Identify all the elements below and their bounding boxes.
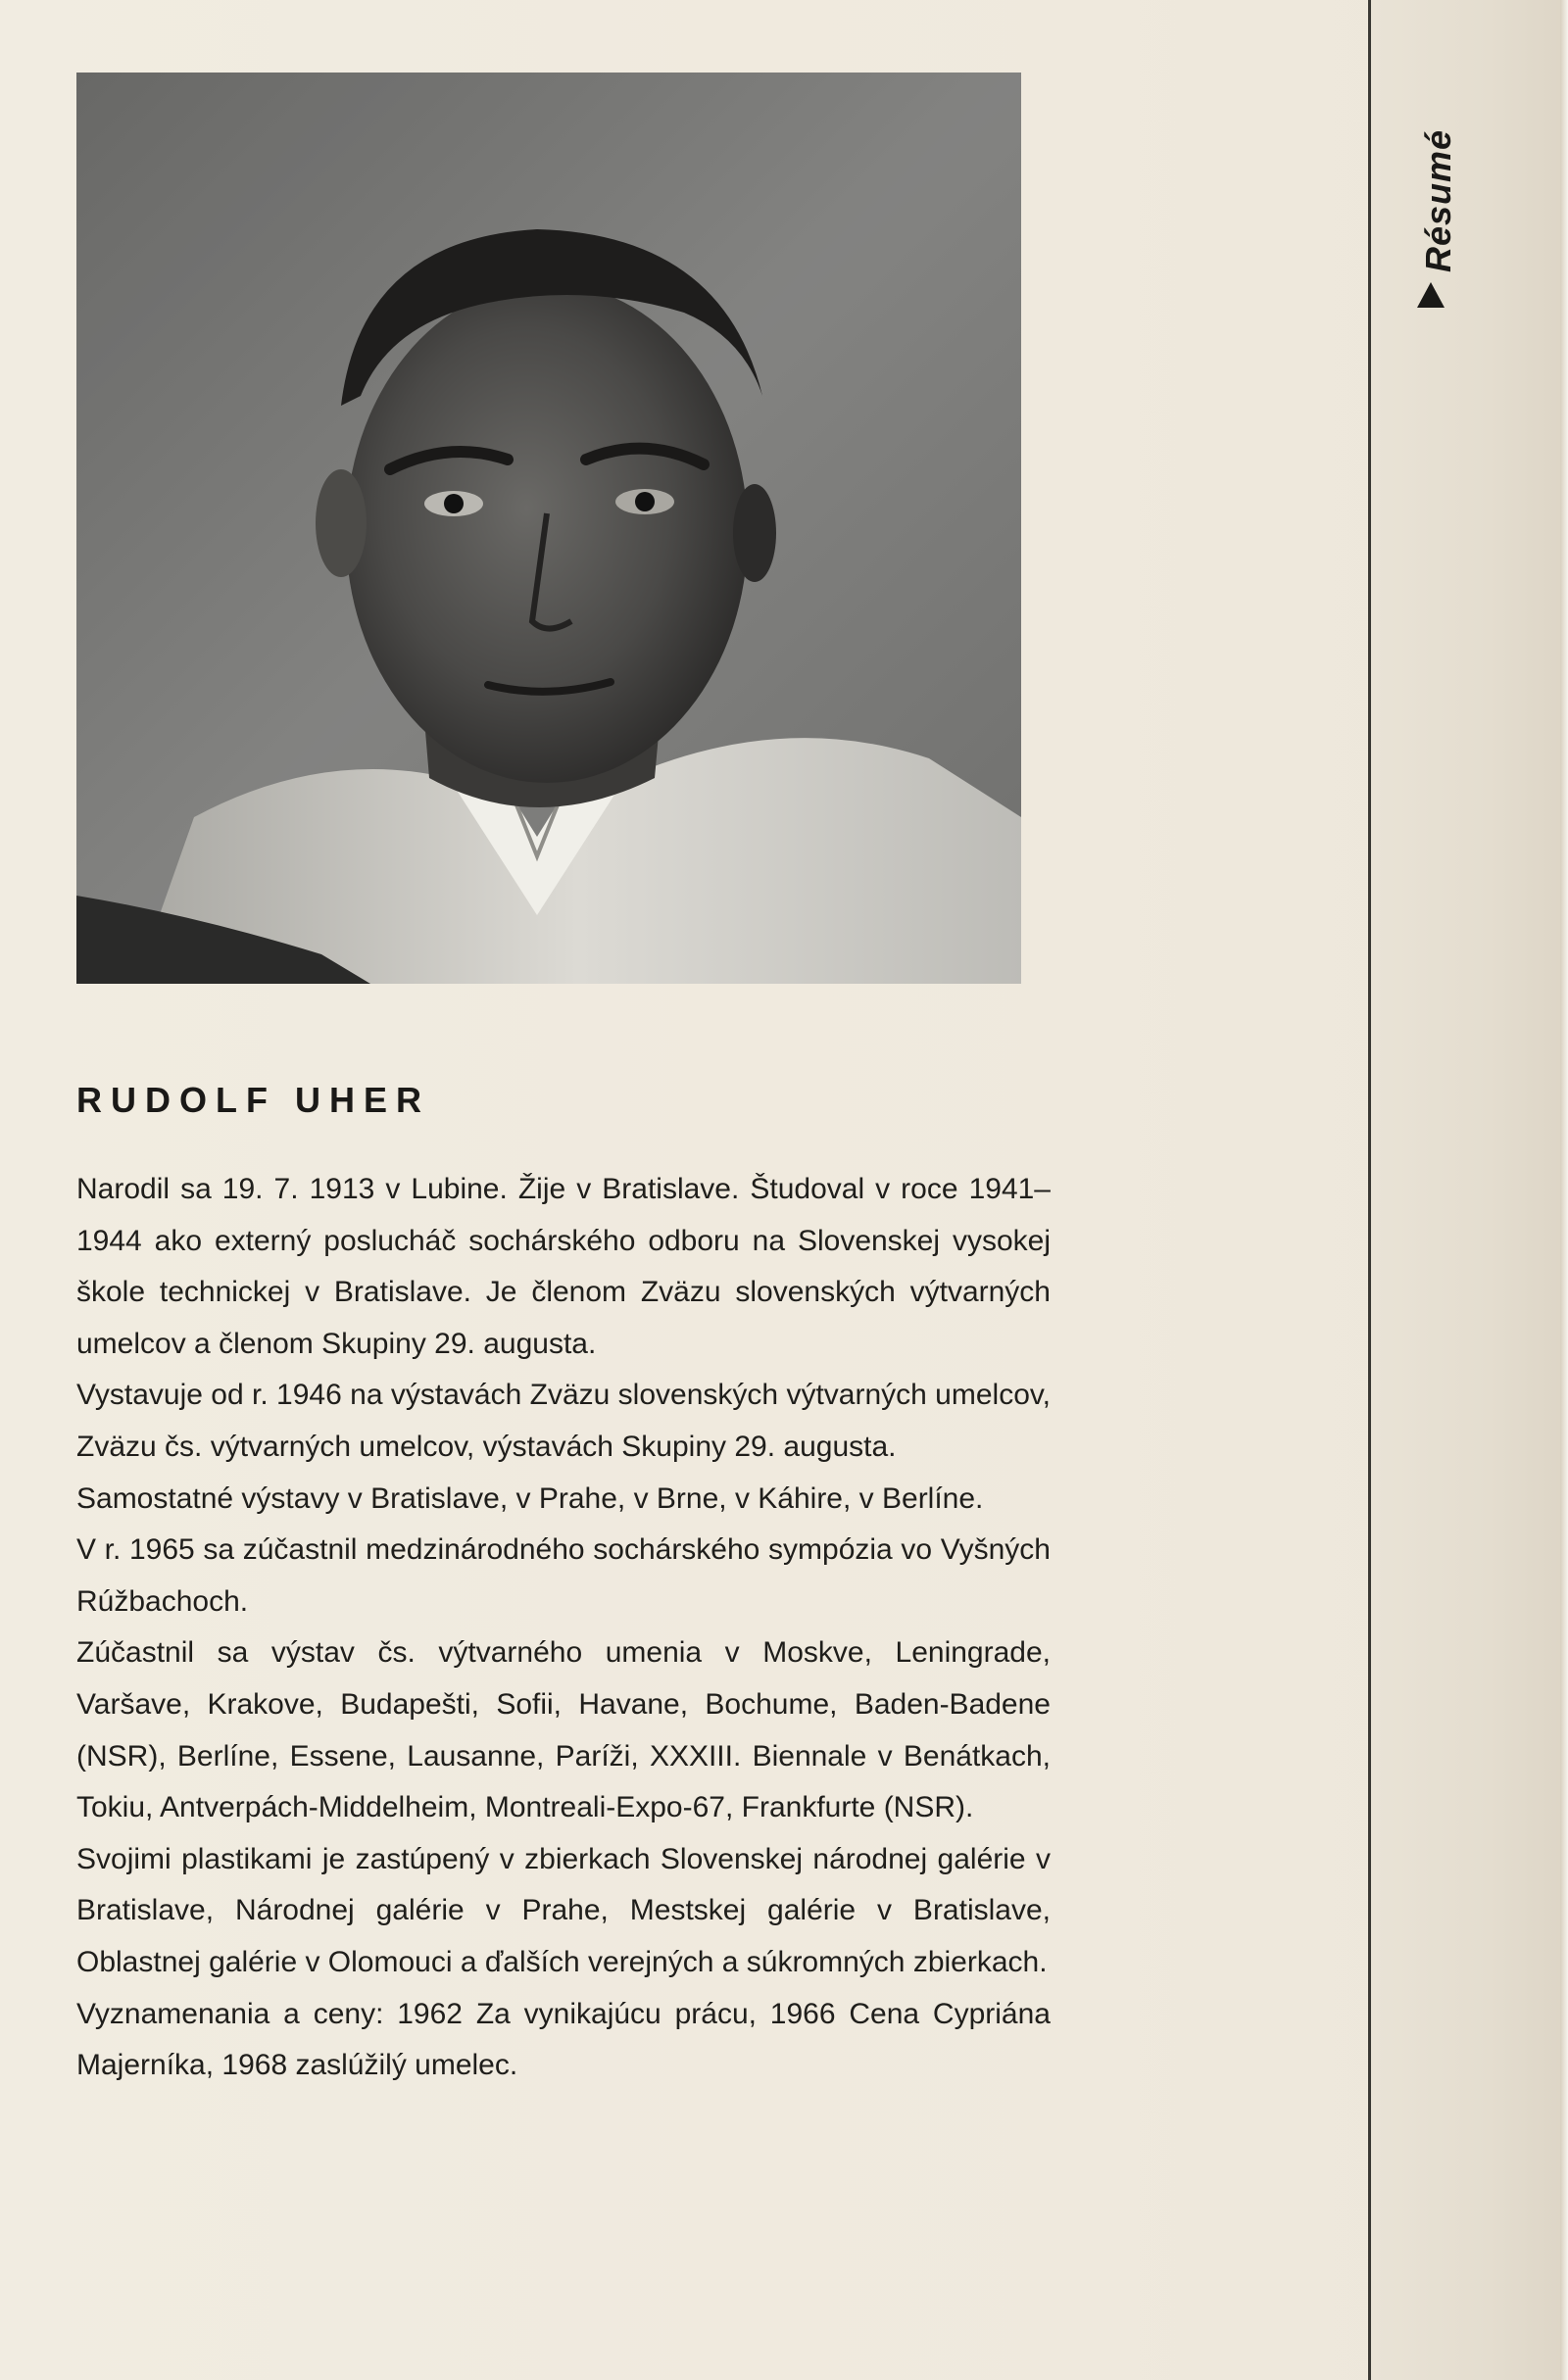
- resume-label-text: Résumé: [1418, 128, 1458, 273]
- biography-text: [76, 1164, 1051, 2092]
- bio-paragraph: Vystavuje od r. 1946 na výstavách Zväzu slovenských výtvarných umelcov, Zväzu čs. výtvarných umelcov, výstavách Skupiny 29. augusta.: [76, 1379, 1051, 1463]
- cover-flap: [1371, 0, 1568, 2380]
- artist-name: RUDOLF UHER: [76, 1080, 430, 1120]
- triangle-up-icon: [1417, 282, 1445, 308]
- bio-paragraph: Samostatné výstavy v Bratislave, v Prahe, v Brne, v Káhire, v Berlíne.: [76, 1481, 984, 1515]
- portrait-photo: [76, 73, 1021, 984]
- bio-paragraph: Vyznamenania a ceny: 1962 Za vynikajúcu prácu, 1966 Cena Cypriána Majerníka, 1968 zaslúžilý umelec.: [76, 1997, 1051, 2082]
- bio-paragraph: Svojimi plastikami je zastúpený v zbierkach Slovenskej národnej galérie v Bratislave, Národnej galérie v Prahe, Mestskej galérie v Bratislave, Oblastnej galérie v Olomouci a ďalších verejných a súkromných zbierkach.: [76, 1842, 1051, 1978]
- bio-paragraph: Narodil sa 19. 7. 1913 v Lubine. Žije v Bratislave. Študoval v roce 1941–1944 ako externý poslucháč sochárského odboru na Slovenskej vysokej škole technickej v Bratislave. Je členom Zväzu slovenských výtvarných umelcov a členom Skupiny 29. augusta.: [76, 1173, 1051, 1360]
- bio-paragraph: Zúčastnil sa výstav čs. výtvarného umenia v Moskve, Leningrade, Varšave, Krakove, Budapešti, Sofii, Havane, Bochume, Baden-Badene (NSR), Berlíne, Essene, Lausanne, Paríži, XXXIII. Biennale v Benátkach, Tokiu, Antverpách-Middelheim, Montreali-Expo-67, Frankfurte (NSR).: [76, 1636, 1051, 1824]
- portrait-image: [76, 73, 1021, 984]
- resume-side-label: [1409, 118, 1468, 284]
- flap-edge: [1560, 0, 1568, 2380]
- bio-paragraph: V r. 1965 sa zúčastnil medzinárodného sochárského sympózia vo Vyšných Rúžbachoch.: [76, 1533, 1051, 1618]
